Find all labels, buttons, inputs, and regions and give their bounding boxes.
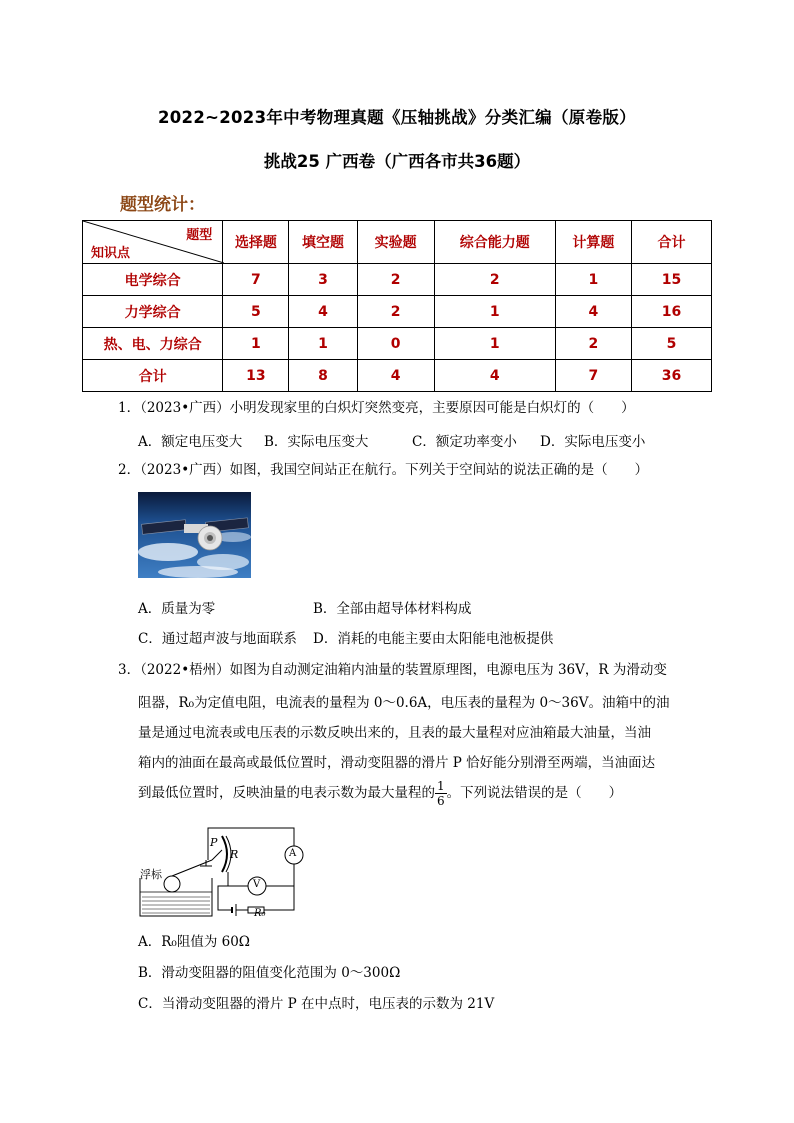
row-label: 力学综合 xyxy=(83,296,223,328)
cell: 15 xyxy=(631,264,711,296)
cell: 7 xyxy=(555,360,631,392)
stats-row xyxy=(83,296,712,328)
q1-option-d: D．实际电压变小 xyxy=(540,434,646,450)
row-label: 电学综合 xyxy=(83,264,223,296)
q1-option-c: C．额定功率变小 xyxy=(412,434,517,450)
cell: 4 xyxy=(357,360,434,392)
stats-header-row xyxy=(83,221,712,264)
q1-option-b: B．实际电压变大 xyxy=(264,434,369,450)
cell: 4 xyxy=(434,360,555,392)
question-3-line-1: 3．（2022•梧州）如图为自动测定油箱内油量的装置原理图，电源电压为 36V，R 为滑动变 xyxy=(118,662,667,678)
q2-option-c: C．通过超声波与地面联系 xyxy=(138,631,297,647)
fraction-numerator: 1 xyxy=(437,779,445,793)
space-station-image xyxy=(138,492,251,578)
cell: 16 xyxy=(631,296,711,328)
stats-table xyxy=(82,220,712,392)
cell: 5 xyxy=(631,328,711,360)
col-header: 实验题 xyxy=(357,221,434,264)
diagram-label-float: 浮标 xyxy=(140,868,162,881)
cell: 3 xyxy=(289,264,357,296)
col-header: 综合能力题 xyxy=(434,221,555,264)
q2-option-b: B．全部由超导体材料构成 xyxy=(313,601,472,617)
question-1-stem: 1．（2023•广西）小明发现家里的白炽灯突然变亮，主要原因可能是白炽灯的（ ） xyxy=(118,400,635,416)
document-subtitle: 挑战25 广西卷（广西各市共36题） xyxy=(263,152,531,171)
q1-option-a: A．额定电压变大 xyxy=(138,434,243,450)
diagram-label-r0: R₀ xyxy=(254,908,266,919)
q3-option-c: C．当滑动变阻器的滑片 P 在中点时，电压表的示数为 21V xyxy=(138,996,495,1012)
cell: 1 xyxy=(555,264,631,296)
q2-option-a: A．质量为零 xyxy=(138,601,216,617)
q2-option-d: D．消耗的电能主要由太阳能电池板提供 xyxy=(313,631,554,647)
one-sixth-fraction xyxy=(435,779,447,808)
q3-option-b: B．滑动变阻器的阻值变化范围为 0～300Ω xyxy=(138,965,401,981)
q3-option-a: A．R₀阻值为 60Ω xyxy=(138,934,250,950)
col-header: 合计 xyxy=(631,221,711,264)
col-header: 选择题 xyxy=(223,221,289,264)
diagram-label-voltmeter: V xyxy=(253,879,261,890)
cell: 8 xyxy=(289,360,357,392)
cell: 0 xyxy=(357,328,434,360)
cell: 4 xyxy=(289,296,357,328)
cell: 13 xyxy=(223,360,289,392)
question-2-stem: 2．（2023•广西）如图，我国空间站正在航行。下列关于空间站的说法正确的是（ ） xyxy=(118,462,649,478)
cell: 1 xyxy=(434,296,555,328)
col-header: 填空题 xyxy=(289,221,357,264)
cell: 2 xyxy=(434,264,555,296)
diagram-label-p: P xyxy=(210,836,218,849)
cell: 2 xyxy=(357,264,434,296)
stats-row xyxy=(83,328,712,360)
question-3-line-2: 阻器，R₀为定值电阻，电流表的量程为 0～0.6A，电压表的量程为 0～36V。油箱中的油 xyxy=(138,695,670,711)
cell: 36 xyxy=(631,360,711,392)
stats-row-total xyxy=(83,360,712,392)
col-header: 计算题 xyxy=(555,221,631,264)
diagram-label-r: R xyxy=(230,848,239,861)
cell: 1 xyxy=(289,328,357,360)
corner-label-knowledge: 知识点 xyxy=(91,246,131,261)
cell: 2 xyxy=(555,328,631,360)
stats-row xyxy=(83,264,712,296)
fraction-denominator: 6 xyxy=(437,794,445,808)
cell: 4 xyxy=(555,296,631,328)
q3-line5-text: 到最低位置时，反映油量的电表示数为最大量程的 xyxy=(138,785,435,801)
document-title: 2022~2023年中考物理真题《压轴挑战》分类汇编（原卷版） xyxy=(158,108,636,127)
cell: 1 xyxy=(223,328,289,360)
cell: 7 xyxy=(223,264,289,296)
row-label: 合计 xyxy=(83,360,223,392)
question-3-line-3: 量是通过电流表或电压表的示数反映出来的，且表的最大量程对应油箱最大油量，当油 xyxy=(138,725,651,741)
row-label: 热、电、力综合 xyxy=(83,328,223,360)
question-3-line-5 xyxy=(138,776,678,810)
cell: 5 xyxy=(223,296,289,328)
corner-label-type: 题型 xyxy=(186,228,213,243)
stats-corner-cell xyxy=(83,221,223,264)
diagram-label-ammeter: A xyxy=(289,848,297,859)
q3-line5-end: 。下列说法错误的是（ ） xyxy=(446,785,623,801)
stats-heading: 题型统计： xyxy=(120,195,205,215)
cell: 1 xyxy=(434,328,555,360)
cell: 2 xyxy=(357,296,434,328)
question-3-line-4: 箱内的油面在最高或最低位置时，滑动变阻器的滑片 P 恰好能分别滑至两端，当油面达 xyxy=(138,755,656,771)
